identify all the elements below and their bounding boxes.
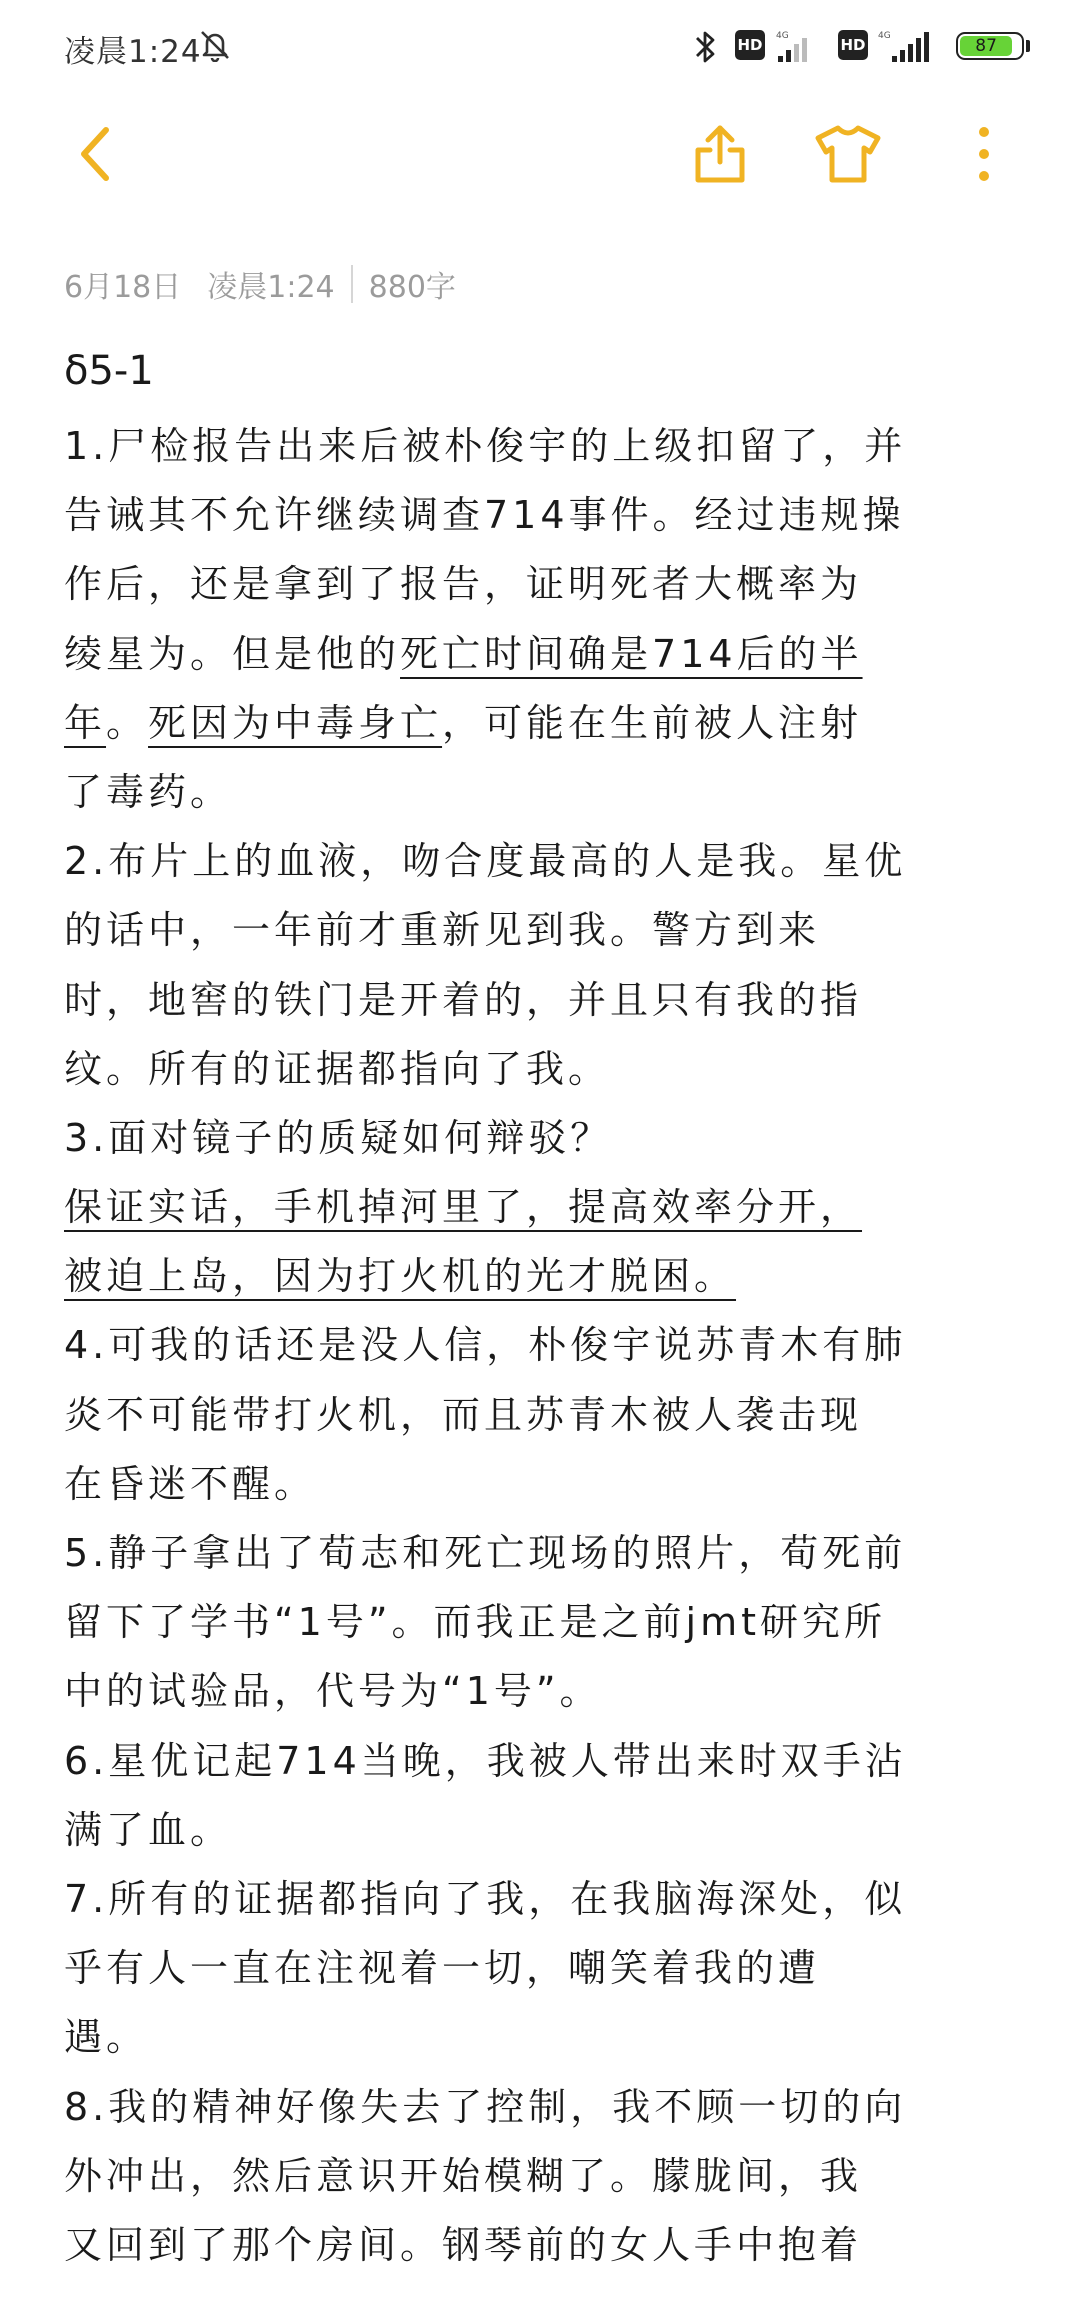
- battery-icon: [956, 32, 1024, 60]
- note-text: 5.静子拿出了荀志和死亡现场的照片，荀死前: [64, 1531, 907, 1575]
- note-text: 中的试验品，代号为“1号”。: [64, 1669, 602, 1714]
- back-arrow-icon: [72, 124, 120, 184]
- note-line: [64, 1519, 1004, 1588]
- more-vertical-icon: [974, 124, 994, 184]
- note-text: 2.布片上的血液，吻合度最高的人是我。星优: [64, 839, 907, 884]
- note-body[interactable]: [64, 412, 1004, 2280]
- note-time: 凌晨1:24: [207, 270, 335, 305]
- hd-badge: HD: [838, 30, 868, 60]
- note-text: 又回到了那个房间。钢琴前的女人手中抱着: [64, 2222, 863, 2267]
- note-line: [64, 412, 1004, 481]
- toolbar: [0, 96, 1080, 216]
- note-text: 3.面对镜子的质疑如何辩驳？: [64, 1115, 613, 1160]
- svg-text:4G: 4G: [878, 31, 891, 41]
- signal-icon: [772, 28, 828, 64]
- more-button[interactable]: [944, 114, 1024, 194]
- note-line: [64, 620, 1004, 689]
- battery-level: 87: [960, 36, 1012, 56]
- note-text: 时，地窖的铁门是开着的，并且只有我的指: [64, 977, 863, 1022]
- underlined-text: 保证实话，手机掉河里了，提高效率分开，: [64, 1185, 863, 1230]
- note-text: 炎不可能带打火机，而且苏青木被人袭击现: [64, 1392, 863, 1437]
- svg-text:4G: 4G: [776, 31, 789, 41]
- note-meta: [64, 262, 456, 306]
- note-line: [64, 2142, 1004, 2211]
- note-text: 6.星优记起714当晚，我被人带出来时双手沾: [64, 1738, 907, 1783]
- note-text: 8.我的精神好像失去了控制，我不顾一切的向: [64, 2084, 907, 2129]
- note-line: [64, 758, 1004, 827]
- note-text: 外冲出，然后意识开始模糊了。朦胧间，我: [64, 2153, 863, 2198]
- note-date: 6月18日: [64, 270, 182, 305]
- note-line: [64, 896, 1004, 965]
- note-text: 纹。所有的证据都指向了我。: [64, 1046, 611, 1091]
- note-line: [64, 1104, 1004, 1173]
- mute-icon: [198, 28, 232, 62]
- note-line: [64, 1381, 1004, 1450]
- note-line: [64, 481, 1004, 550]
- underlined-text: 死因为中毒身亡: [148, 700, 443, 745]
- note-text: ，可能在生前被人注射: [442, 700, 863, 745]
- note-line: [64, 2211, 1004, 2280]
- note-line: [64, 1242, 1004, 1311]
- note-text: 作后，还是拿到了报告，证明死者大概率为: [64, 562, 863, 607]
- note-text: 1.尸检报告出来后被朴俊宇的上级扣留了，并: [64, 424, 907, 468]
- note-line: [64, 827, 1004, 896]
- note-line: [64, 1865, 1004, 1934]
- note-text: 乎有人一直在注视着一切，嘲笑着我的遭: [64, 1946, 821, 1991]
- note-line: [64, 1796, 1004, 1865]
- note-line: [64, 550, 1004, 619]
- note-text: 满了血。: [64, 1807, 233, 1852]
- note-line: [64, 1311, 1004, 1380]
- note-text: 遇。: [64, 2015, 149, 2060]
- note-line: [64, 2003, 1004, 2072]
- note-line: [64, 689, 1004, 758]
- note-line: [64, 1657, 1004, 1726]
- note-text: 的话中，一年前才重新见到我。警方到来: [64, 908, 821, 953]
- underlined-text: 死亡时间确是714后的半: [400, 631, 863, 676]
- status-time: 凌晨1:24: [64, 34, 202, 70]
- word-count: 880字: [368, 270, 456, 305]
- note-text: 4.可我的话还是没人信，朴俊宇说苏青木有肺: [64, 1323, 907, 1368]
- underlined-text: 被迫上岛，因为打火机的光才脱困。: [64, 1254, 737, 1299]
- share-button[interactable]: [680, 114, 760, 194]
- note-text: 。: [106, 700, 149, 745]
- note-line: [64, 1934, 1004, 2003]
- note-text: 7.所有的证据都指向了我，在我脑海深处，似: [64, 1876, 907, 1921]
- note-text: 绫星为。但是他的: [64, 631, 401, 676]
- back-button[interactable]: [56, 114, 136, 194]
- signal-icon: [876, 28, 932, 64]
- tshirt-theme-icon: [812, 122, 884, 186]
- bluetooth-icon: [692, 28, 720, 66]
- note-line: [64, 1035, 1004, 1104]
- share-icon: [688, 122, 752, 186]
- note-text: 留下了学书“1号”。而我正是之前jmt研究所: [64, 1600, 887, 1645]
- note-line: [64, 1588, 1004, 1657]
- hd-badge: HD: [735, 30, 765, 60]
- note-text: 了毒药。: [64, 769, 233, 814]
- battery-tip: [1026, 40, 1030, 52]
- note-text: 在昏迷不醒。: [64, 1461, 317, 1506]
- note-line: [64, 2073, 1004, 2142]
- note-line: [64, 1450, 1004, 1519]
- underlined-text: 年: [64, 700, 107, 745]
- note-line: [64, 1727, 1004, 1796]
- status-bar: [0, 0, 1080, 96]
- note-line: [64, 1173, 1004, 1242]
- note-title[interactable]: δ5-1: [64, 348, 154, 394]
- theme-button[interactable]: [808, 114, 888, 194]
- note-line: [64, 966, 1004, 1035]
- meta-divider: [351, 265, 353, 303]
- note-text: 告诫其不允许继续调查714事件。经过违规操: [64, 493, 905, 538]
